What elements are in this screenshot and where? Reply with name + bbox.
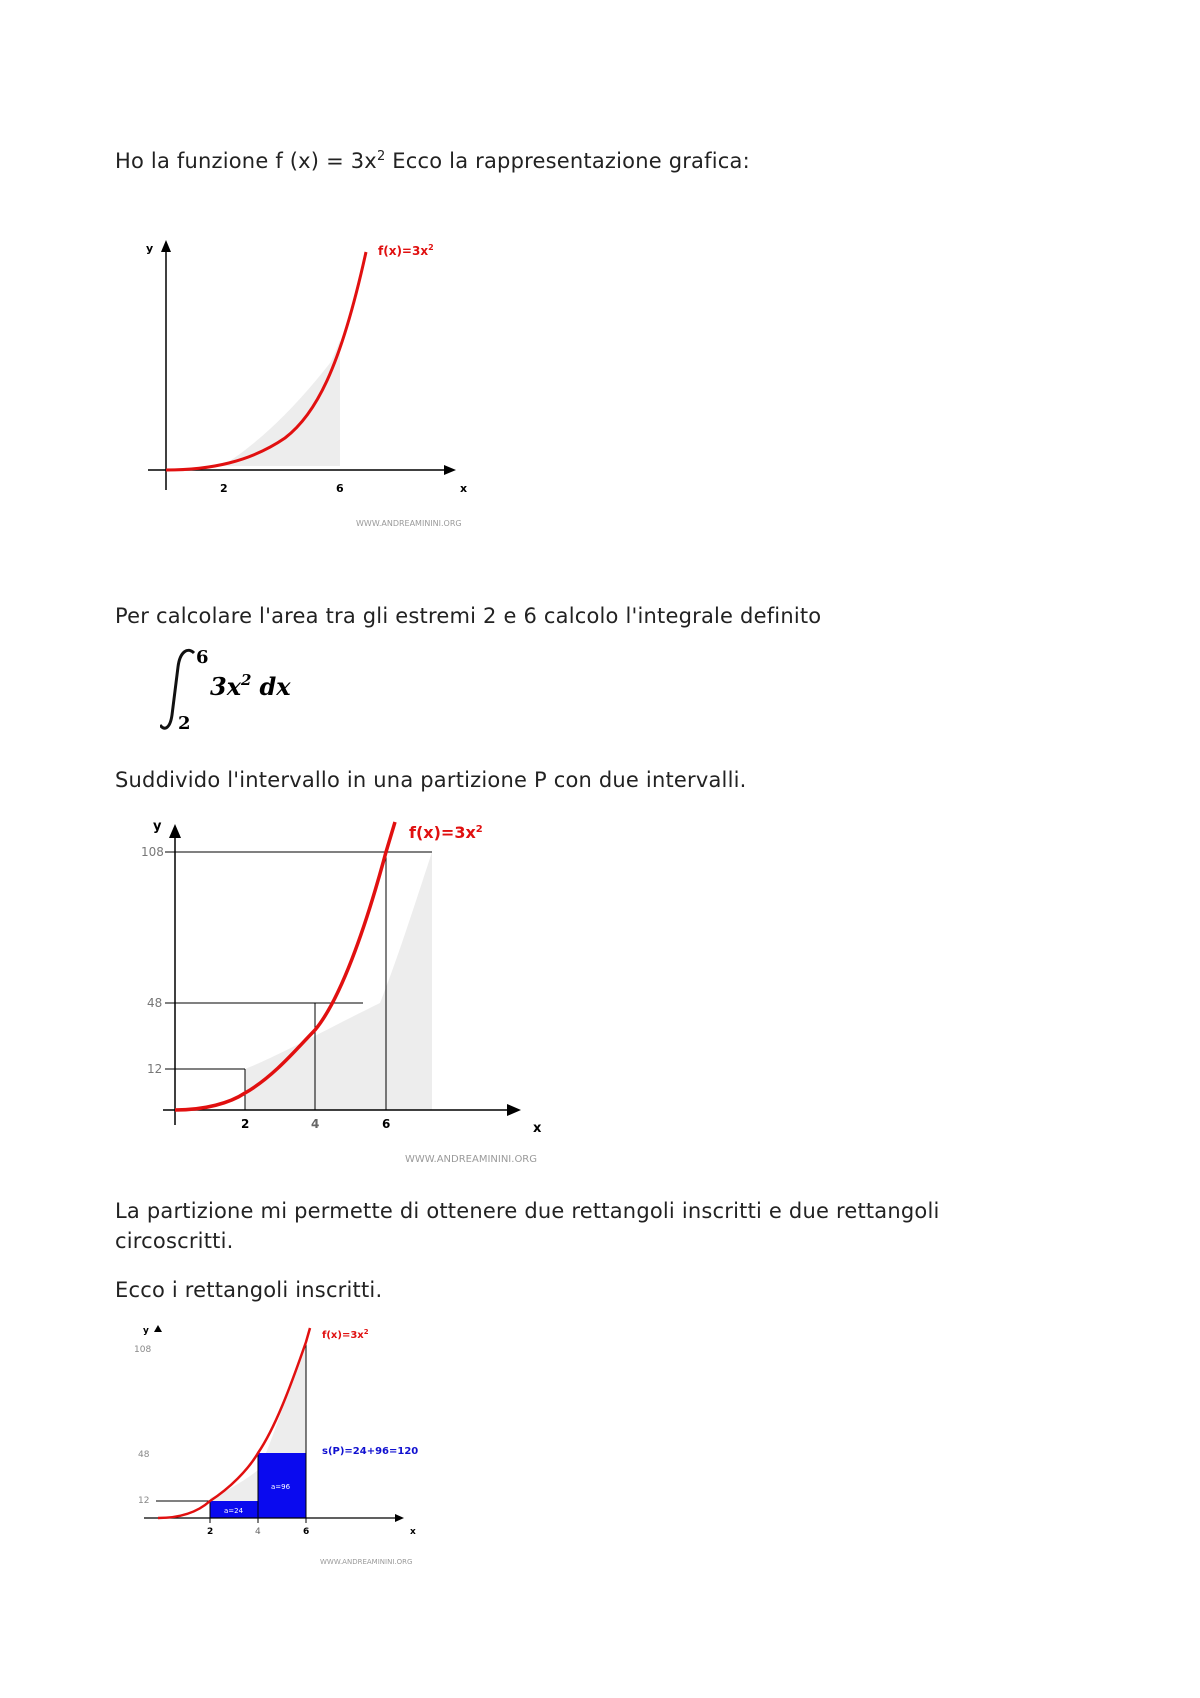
figure-3-graph [130,1318,430,1568]
integral-lower-limit: 2 [178,713,191,734]
integral-formula [160,645,360,735]
figure-2-graph [135,810,555,1170]
y-tick-12: 12 [138,1496,150,1506]
x-tick-2: 2 [241,1117,250,1131]
rectangles-line-1: La partizione mi permette di ottenere due rettangoli inscritti e due rettangoli [115,1199,940,1223]
rectangles-paragraph [115,1196,940,1256]
x-axis-label: x [460,482,468,495]
x-tick-4: 4 [255,1527,261,1537]
inscribed-paragraph: Ecco i rettangoli inscritti. [115,1278,383,1302]
x-tick-6: 6 [382,1117,391,1131]
partition-paragraph: Suddivido l'intervallo in una partizione P con due intervalli. [115,768,747,792]
function-label: $f(x)=3x^2$ [322,1328,369,1341]
x-axis-label: x [533,1121,542,1136]
x-tick-6: 6 [336,482,344,495]
watermark: WWW.ANDREAMININI.ORG [320,1558,413,1566]
rect-1-label: a=24 [224,1507,244,1515]
sum-label: s(P)=24+96=120 [322,1446,419,1457]
figure-1-graph [140,230,480,535]
x-axis-label: x [410,1527,416,1537]
x-axis-arrow [395,1514,404,1522]
y-tick-108: 108 [141,845,164,859]
function-label: $f(x)=3x^2$ [378,243,434,258]
intro-text-end: Ecco la rappresentazione grafica: [385,149,750,173]
y-axis-label: y [153,819,162,834]
x-axis-arrow [444,465,456,475]
x-axis-arrow [507,1104,521,1116]
integrand: $3x^2$ dx [210,671,291,701]
watermark: WWW.ANDREAMININI.ORG [356,519,462,528]
function-label: $f(x)=3x^2$ [409,823,483,842]
watermark: WWW.ANDREAMININI.ORG [405,1154,538,1165]
y-tick-48: 48 [138,1450,150,1460]
y-tick-48: 48 [147,996,163,1010]
area-paragraph: Per calcolare l'area tra gli estremi 2 e 6 calcolo l'integrale definito [115,604,822,628]
y-tick-12: 12 [147,1062,163,1076]
intro-exponent: 2 [376,149,386,164]
intro-paragraph [115,142,750,176]
shaded-area-top [340,338,355,466]
y-axis-arrow [169,824,181,838]
y-tick-108: 108 [134,1345,152,1355]
integral-upper-limit: 6 [196,647,209,668]
rect-2-label: a=96 [271,1483,291,1491]
intro-text: Ho la funzione f (x) = 3x [115,149,377,173]
x-tick-6: 6 [303,1527,310,1537]
y-axis-label: y [143,1326,149,1336]
y-axis-arrow [154,1325,162,1332]
x-tick-4: 4 [311,1117,320,1131]
rectangles-line-2: circoscritti. [115,1229,234,1253]
x-tick-2: 2 [207,1527,214,1537]
y-axis-label: y [146,242,154,255]
x-tick-2: 2 [220,482,228,495]
fig1-shade [224,340,340,466]
y-axis-arrow [161,240,171,252]
